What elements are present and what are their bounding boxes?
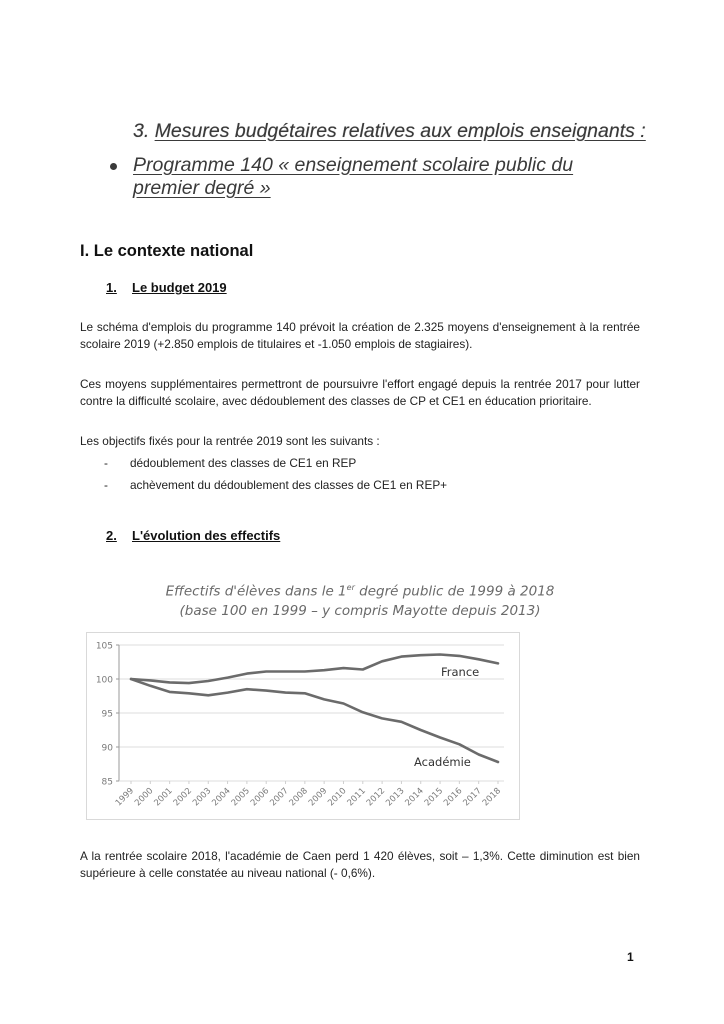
paragraph-schema-emplois: Le schéma d'emplois du programme 140 prévoit la création de 2.325 moyens d'enseignement à la rentrée scolaire 2019 (+2.850 emplois de titulaires et -1.050 emplois de stagiaires). xyxy=(80,320,640,351)
series-label-france: France xyxy=(441,665,480,679)
subsection-budget-heading xyxy=(106,280,227,295)
x-tick-label: 1999 xyxy=(113,786,137,809)
series-label-academie: Académie xyxy=(414,755,471,769)
chart-caption xyxy=(90,578,630,621)
chart-caption-line1: Effectifs d'élèves dans le 1er degré public de 1999 à 2018 xyxy=(165,583,555,600)
x-tick-label: 2001 xyxy=(152,786,175,809)
x-tick-label: 2008 xyxy=(287,786,310,809)
y-tick-label: 95 xyxy=(101,709,113,720)
x-tick-label: 2000 xyxy=(133,786,156,809)
page-number: 1 xyxy=(627,950,634,964)
y-tick-label: 85 xyxy=(101,777,113,788)
x-tick-label: 2017 xyxy=(461,786,484,809)
x-tick-label: 2015 xyxy=(422,786,446,809)
subsection-title: L'évolution des effectifs xyxy=(132,528,281,543)
chart-canvas xyxy=(87,633,519,819)
x-tick-label: 2009 xyxy=(306,786,330,809)
subsection-number: 1. xyxy=(106,280,117,295)
x-tick-label: 2005 xyxy=(229,786,253,809)
x-tick-label: 2011 xyxy=(345,786,368,809)
list-marker: - xyxy=(104,456,108,470)
list-item xyxy=(104,456,356,470)
section-heading-number: 3. xyxy=(133,120,150,142)
section-heading xyxy=(133,120,646,143)
bullet-icon xyxy=(110,163,117,170)
paragraph-conclusion: A la rentrée scolaire 2018, l'académie de Caen perd 1 420 élèves, soit – 1,3%. Cette diminution est bien supérieure à celle constatée au niveau national (- 0,6%). xyxy=(80,849,640,880)
section-heading-text: Mesures budgétaires relatives aux emplois enseignants : xyxy=(154,120,646,142)
x-tick-label: 2006 xyxy=(248,786,272,809)
list-marker: - xyxy=(104,478,108,492)
paragraph-moyens: Ces moyens supplémentaires permettront de poursuivre l'effort engagé depuis la rentrée 2017 pour lutter contre la difficulté scolaire, avec dédoublement des classes de CP et CE1 en éducation prioritaire. xyxy=(80,377,640,408)
list-item xyxy=(104,478,447,492)
series-line-academie xyxy=(131,679,498,762)
x-tick-label: 2018 xyxy=(480,786,504,809)
part-heading: I. Le contexte national xyxy=(80,242,254,260)
list-item-text: achèvement du dédoublement des classes de CE1 en REP+ xyxy=(130,478,448,492)
x-tick-label: 2014 xyxy=(403,786,426,809)
x-tick-label: 2002 xyxy=(171,786,195,809)
line-chart xyxy=(86,632,520,820)
x-tick-label: 2016 xyxy=(442,786,465,809)
x-tick-label: 2012 xyxy=(364,786,388,809)
subsection-number: 2. xyxy=(106,528,117,543)
subsection-effectifs-heading xyxy=(106,528,280,543)
x-tick-label: 2003 xyxy=(191,786,214,809)
programme-heading: Programme 140 « enseignement scolaire public du premier degré » xyxy=(133,154,574,199)
chart-caption-line2: (base 100 en 1999 – y compris Mayotte depuis 2013) xyxy=(179,602,541,619)
x-tick-label: 2013 xyxy=(384,786,407,809)
subsection-title: Le budget 2019 xyxy=(132,280,227,295)
paragraph-objectifs: Les objectifs fixés pour la rentrée 2019 sont les suivants : xyxy=(80,434,380,448)
y-tick-label: 90 xyxy=(101,743,113,754)
y-tick-label: 105 xyxy=(95,641,113,652)
y-tick-label: 100 xyxy=(95,675,113,686)
x-tick-label: 2004 xyxy=(210,786,233,809)
list-item-text: dédoublement des classes de CE1 en REP xyxy=(130,456,357,470)
x-tick-label: 2007 xyxy=(268,786,291,809)
x-tick-label: 2010 xyxy=(326,786,349,809)
